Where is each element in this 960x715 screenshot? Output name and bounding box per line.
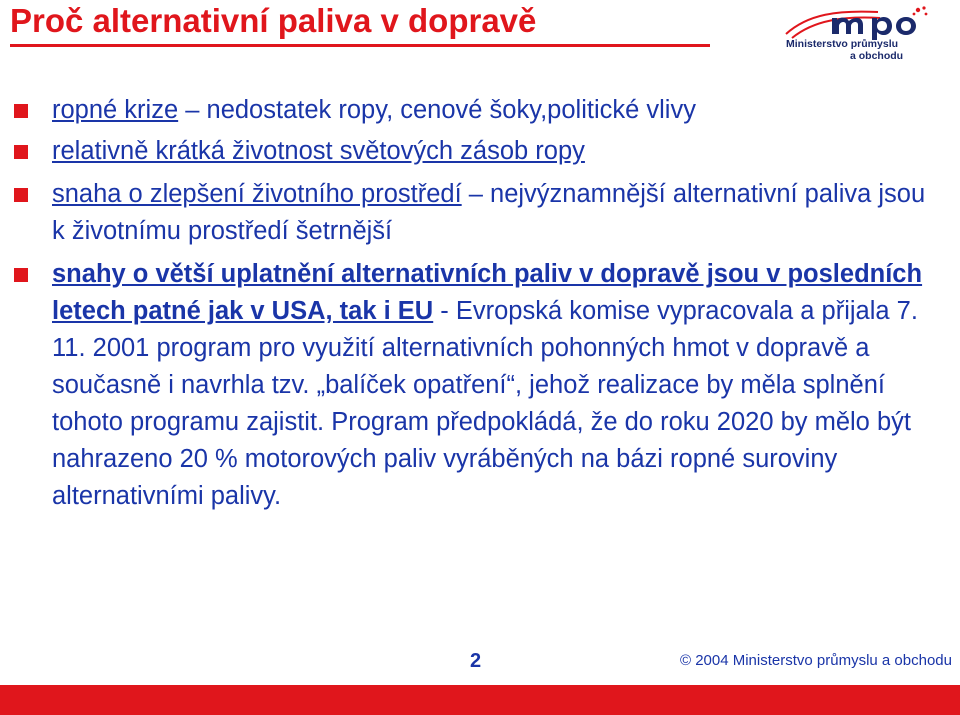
bullet-text: - Evropská komise vypracovala a přijala 7. 11. 2001 program pro využití alternativních pohonných hmot v dopravě a současně i navrhla tzv. „balíček opatření“, jehož realizace by měla splnění tohoto programu zajistit. Program předpokládá, že do roku 2020 by mělo být nahrazeno 20 % motorových paliv vyráběných na bázi ropné suroviny alternativními palivy. <box>52 297 918 510</box>
bullet-square-icon <box>14 188 28 202</box>
bullet-text: – nejvýznamnější alternativní paliva jsou k životnímu prostředí šetrnější <box>52 180 926 245</box>
bullet-square-icon <box>14 145 28 159</box>
bullet-lead: ropné krize <box>52 96 179 124</box>
logo-wordmark <box>786 38 903 62</box>
bullet-list <box>52 92 942 521</box>
bullet-lead: snaha o zlepšení životního prostředí <box>52 180 462 208</box>
ministry-logo <box>768 4 954 66</box>
copyright-notice: © 2004 Ministerstvo průmyslu a obchodu <box>679 652 952 669</box>
slide-title: Proč alternativní paliva v dopravě <box>10 2 537 39</box>
footer-bar <box>0 685 960 715</box>
bullet-square-icon <box>14 104 28 118</box>
bullet-square-icon <box>14 268 28 282</box>
bullet-item-oil-reserves <box>52 133 942 170</box>
bullet-item-environment <box>52 176 942 250</box>
logo-line-2: a obchodu <box>850 50 904 62</box>
bullet-lead: relativně krátká životnost světových zásob ropy <box>52 137 585 165</box>
logo-line-1: Ministerstvo průmyslu <box>786 38 899 50</box>
mpo-logo-mark-icon <box>768 4 954 40</box>
bullet-text: – nedostatek ropy, cenové šoky,politické vlivy <box>178 96 696 124</box>
bullet-item-eu-program <box>52 256 942 515</box>
bullet-item-oil-crises <box>52 92 942 129</box>
bullet-lead: snahy o větší uplatnění alternativních paliv v dopravě jsou v posledních letech patné jak v USA, tak i EU <box>52 260 923 325</box>
page-number: 2 <box>470 650 482 672</box>
title-underline <box>10 44 710 47</box>
